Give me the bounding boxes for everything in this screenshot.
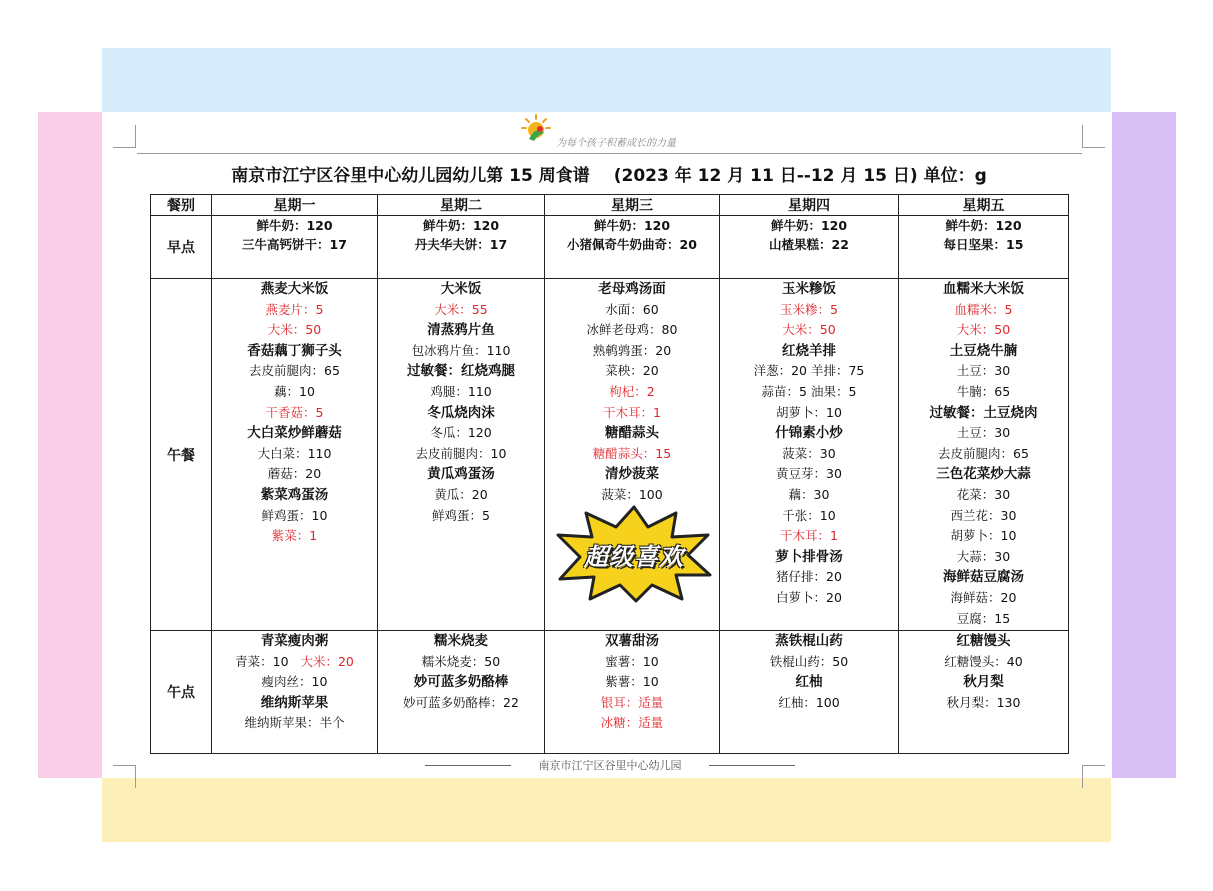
title-dates: (2023 年 12 月 11 日--12 月 15 日) (613, 166, 918, 186)
ingredient-line: 黄豆芽：30 (776, 466, 842, 482)
ingredient-line: 去皮前腿肉：10 (415, 445, 507, 461)
ingredient-line: 蜜薯：10 (605, 653, 659, 669)
snack-row (151, 631, 1069, 754)
breakfast-cell (899, 216, 1069, 279)
ingredient-line: 藕：10 (274, 383, 315, 399)
dish-name: 妙可蓝多奶酪棒 (413, 674, 509, 691)
dish-name: 秋月梨 (963, 674, 1004, 691)
header-cell: 星期三 (545, 195, 720, 216)
crop-mark-bottom-left (113, 765, 136, 788)
dish-name: 黄瓜鸡蛋汤 (427, 466, 495, 483)
meal-label: 早点 (151, 216, 212, 279)
right-color-band (1112, 112, 1176, 778)
menu-line: 山楂果糕：22 (769, 237, 849, 252)
ingredient-line: 土豆：30 (956, 363, 1011, 379)
ingredient-line: 铁棍山药：50 (769, 653, 849, 669)
dish-name: 红柚 (795, 674, 823, 691)
ingredient-line: 银耳：适量 (600, 694, 664, 710)
ingredient-line: 白萝卜：20 (776, 589, 842, 605)
ingredient-line: 菜秧：20 (605, 363, 659, 379)
menu-line: 鲜牛奶：120 (256, 218, 333, 233)
ingredient-line: 冬瓜：120 (430, 425, 492, 441)
menu-line: 丹夫华夫饼：17 (414, 237, 508, 252)
ingredient-line: 红糖馒头：40 (944, 653, 1023, 669)
dish-name: 三色花菜炒大蒜 (936, 466, 1031, 483)
ingredient-line: 鸡腿：110 (430, 383, 492, 399)
header-cell: 餐别 (151, 195, 212, 216)
dish-name: 什锦素小炒 (775, 425, 843, 442)
ingredient-line: 熟鹌鹑蛋：20 (592, 342, 672, 358)
dish-name: 糖醋蒜头 (605, 425, 659, 442)
breakfast-cell (720, 216, 899, 279)
ingredient-line (212, 652, 377, 673)
header-cell: 星期二 (378, 195, 545, 216)
ingredient-line: 糖醋蒜头：15 (592, 445, 672, 461)
ingredient-line: 蒜苗：5 油果：5 (761, 383, 857, 399)
ingredient-line: 大米：50 (267, 322, 322, 338)
dish-name: 大白菜炒鲜蘑菇 (247, 425, 342, 442)
menu-line: 鲜牛奶：120 (593, 218, 671, 233)
dish-name: 紫菜鸡蛋汤 (260, 486, 329, 503)
dish-name: 土豆烧牛腩 (949, 342, 1018, 359)
kindergarten-logo (520, 113, 552, 145)
header-divider (137, 153, 1082, 154)
header-cell: 星期四 (720, 195, 899, 216)
header-cell: 星期一 (212, 195, 378, 216)
title-main: 南京市江宁区谷里中心幼儿园幼儿第 15 周食谱 (231, 166, 590, 186)
ingredient-line: 海鲜菇：20 (950, 589, 1017, 605)
ingredient-line: 玉米糁：5 (780, 301, 838, 317)
dish-name: 红烧羊排 (782, 342, 836, 359)
ingredient-line: 枸杞：2 (609, 383, 655, 399)
ingredient-line: 去皮前腿肉：65 (938, 445, 1029, 461)
snack-cell-wed (545, 631, 720, 754)
ingredient-item: 青菜：10 (235, 653, 289, 669)
dish-name: 香菇藕丁狮子头 (247, 342, 342, 359)
dish-name: 糯米烧麦 (434, 633, 488, 649)
crop-mark-bottom-right (1082, 765, 1105, 788)
ingredient-line: 藕：30 (788, 486, 830, 502)
snack-cell-tue (378, 631, 545, 754)
ingredient-line: 包冰鸦片鱼：110 (411, 342, 511, 358)
ingredient-line: 牛腩：65 (956, 383, 1011, 399)
menu-line: 小猪佩奇牛奶曲奇：20 (567, 237, 697, 252)
crop-mark-top-right (1082, 125, 1105, 148)
ingredient-line: 花菜：30 (956, 486, 1011, 502)
ingredient-line: 蘑菇：20 (267, 466, 322, 482)
ingredient-line: 冰鲜老母鸡：80 (586, 322, 678, 338)
ingredient-line: 胡萝卜：10 (950, 528, 1017, 544)
dish-name: 双薯甜汤 (605, 633, 659, 649)
menu-line: 鲜牛奶：120 (770, 218, 848, 233)
ingredient-line: 冰糖：适量 (600, 715, 664, 731)
menu-line: 鲜牛奶：120 (422, 218, 500, 233)
dish-name: 蒸铁棍山药 (775, 633, 843, 649)
ingredient-line: 洋葱：20 羊排：75 (753, 363, 865, 379)
dish-name: 燕麦大米饭 (260, 281, 329, 297)
footer-rule-left (425, 765, 511, 766)
ingredient-line: 大米：50 (956, 322, 1011, 338)
lunch-cell-mon (212, 279, 378, 631)
dish-name: 青菜瘦肉粥 (260, 633, 329, 649)
ingredient-line: 秋月梨：130 (946, 694, 1021, 710)
breakfast-cell (545, 216, 720, 279)
dish-name: 过敏餐：红烧鸡腿 (407, 363, 515, 380)
page-footer (425, 757, 795, 773)
breakfast-row (151, 216, 1069, 279)
dish-name: 血糯米大米饭 (943, 281, 1024, 297)
sticker-text: 超级喜欢 (584, 543, 684, 571)
lunch-cell-tue (378, 279, 545, 631)
menu-line: 三牛高钙饼干：17 (242, 237, 347, 252)
page-title (150, 161, 1068, 186)
breakfast-cell (378, 216, 545, 279)
title-unit: 单位：g (923, 166, 987, 186)
breakfast-cell (212, 216, 378, 279)
ingredient-line: 去皮前腿肉：65 (249, 363, 340, 379)
lunch-cell-thu (720, 279, 899, 631)
ingredient-line: 鲜鸡蛋：5 (432, 507, 490, 523)
ingredient-line: 菠菜：100 (601, 486, 663, 502)
dish-name: 清蒸鸦片鱼 (427, 322, 495, 339)
ingredient-line: 血糯米：5 (954, 301, 1013, 317)
ingredient-line: 大米：50 (782, 322, 836, 338)
ingredient-line: 鲜鸡蛋：10 (261, 507, 328, 523)
ingredient-line: 红柚：100 (778, 694, 840, 710)
dish-name: 维纳斯苹果 (260, 694, 329, 711)
header-row (151, 195, 1069, 216)
ingredient-line: 瘦肉丝：10 (261, 674, 328, 690)
header-cell: 星期五 (899, 195, 1069, 216)
lunch-cell-fri (899, 279, 1069, 631)
dish-name: 大米饭 (440, 281, 482, 297)
dish-name: 过敏餐：土豆烧肉 (929, 404, 1038, 421)
ingredient-line: 土豆：30 (956, 425, 1011, 441)
ingredient-line: 水面：60 (605, 301, 659, 317)
ingredient-line: 菠菜：30 (782, 445, 836, 461)
footer-text: 南京市江宁区谷里中心幼儿园 (538, 759, 682, 772)
ingredient-line: 妙可蓝多奶酪棒：22 (403, 694, 519, 710)
ingredient-line: 西兰花：30 (950, 507, 1017, 523)
menu-line: 鲜牛奶：120 (945, 218, 1022, 233)
menu-line: 每日坚果：15 (943, 237, 1024, 252)
ingredient-item: 大米：20 (300, 653, 354, 669)
meal-label: 午餐 (151, 279, 212, 631)
snack-cell-thu (720, 631, 899, 754)
ingredient-line: 干木耳：1 (780, 528, 838, 544)
crop-mark-top-left (113, 125, 136, 148)
bottom-color-band (102, 778, 1111, 842)
dish-name: 萝卜排骨汤 (775, 548, 843, 565)
meal-label: 午点 (151, 631, 212, 754)
ingredient-line: 千张：10 (782, 507, 836, 523)
ingredient-line: 燕麦片：5 (265, 301, 324, 317)
ingredient-line: 维纳斯苹果：半个 (244, 715, 345, 731)
ingredient-line: 豆腐：15 (956, 610, 1011, 626)
slogan: 为每个孩子积蓄成长的力量 (556, 138, 676, 149)
dish-name: 老母鸡汤面 (598, 281, 666, 297)
ingredient-line: 糯米烧麦：50 (421, 653, 501, 669)
ingredient-line: 胡萝卜：10 (776, 404, 842, 420)
left-color-band (38, 112, 102, 778)
snack-cell-fri (899, 631, 1069, 754)
dish-name: 清炒菠菜 (605, 466, 659, 483)
footer-rule-right (709, 765, 795, 766)
weekly-menu-table (150, 194, 1069, 754)
ingredient-line: 大米：55 (434, 301, 488, 317)
dish-name: 海鲜菇豆腐汤 (943, 569, 1024, 586)
ingredient-line: 干香菇：5 (265, 404, 324, 420)
dish-name: 冬瓜烧肉沫 (427, 404, 495, 421)
ingredient-line: 猪仔排：20 (776, 569, 842, 585)
ingredient-line: 大蒜：30 (956, 548, 1011, 564)
ingredient-line: 紫薯：10 (605, 674, 659, 690)
ingredient-line: 黄瓜：20 (434, 486, 488, 502)
ingredient-line: 紫菜：1 (271, 528, 318, 544)
dish-name: 红糖馒头 (956, 633, 1011, 649)
snack-cell-mon (212, 631, 378, 754)
ingredient-line: 大白菜：110 (257, 445, 332, 461)
ingredient-line: 干木耳：1 (603, 404, 661, 420)
top-color-band (102, 48, 1111, 112)
dish-name: 玉米糁饭 (782, 281, 836, 297)
